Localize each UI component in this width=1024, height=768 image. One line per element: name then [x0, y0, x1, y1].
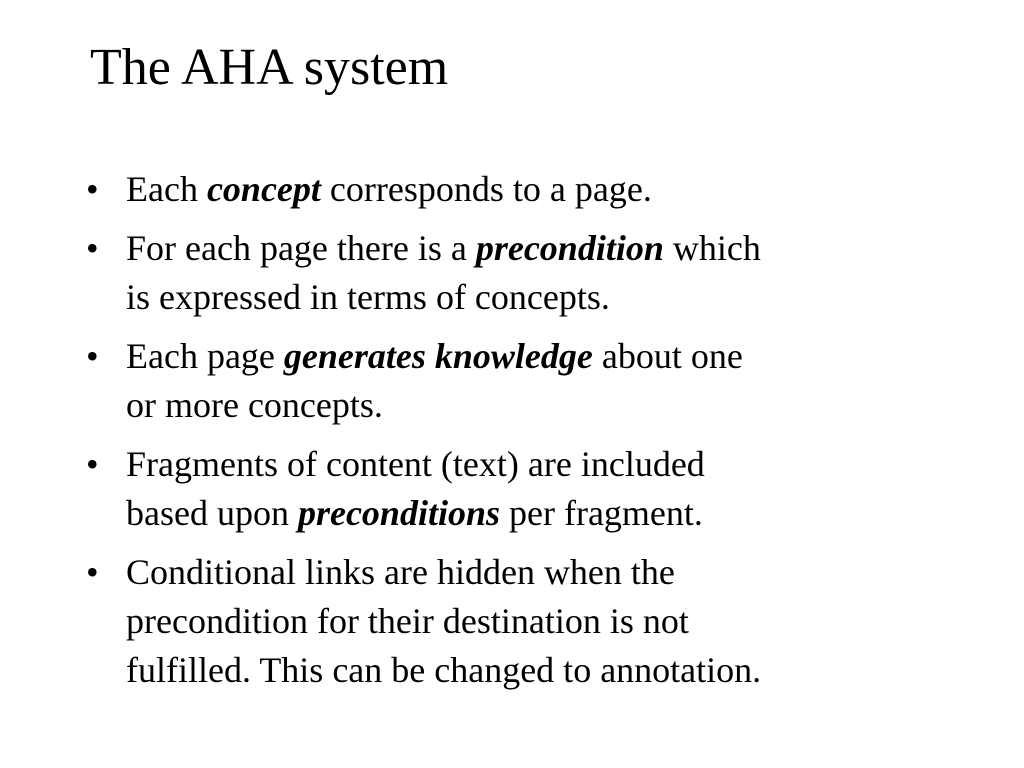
bullet-text: corresponds to a page.: [320, 169, 652, 209]
bullet-text: which: [663, 228, 761, 268]
bullet-item-fragments: [86, 440, 986, 538]
bullet-text: is expressed in terms of concepts.: [126, 277, 610, 317]
bullet-item-conditional-links: [86, 548, 986, 695]
emphasis-term: concept: [206, 169, 321, 209]
bullet-item-concept: [86, 165, 986, 214]
bullet-text: Fragments of content (text) are included: [126, 444, 705, 484]
bullet-text: Each page: [126, 336, 284, 376]
bullet-dot-icon: •: [86, 169, 99, 209]
bullet-dot-icon: •: [86, 552, 99, 592]
bullet-text: based upon: [126, 493, 298, 533]
bullet-text: about one: [592, 336, 743, 376]
bullet-dot-icon: •: [86, 444, 99, 484]
bullet-text: For each page there is a: [126, 228, 476, 268]
emphasis-term: preconditions: [297, 493, 500, 533]
bullet-list: [86, 165, 986, 705]
bullet-item-generates-knowledge: [86, 332, 986, 430]
emphasis-term: generates knowledge: [283, 336, 593, 376]
bullet-dot-icon: •: [86, 336, 99, 376]
bullet-text: Conditional links are hidden when the: [126, 552, 675, 592]
bullet-text: per fragment.: [500, 493, 703, 533]
bullet-text: fulfilled. This can be changed to annotation.: [126, 650, 762, 690]
bullet-dot-icon: •: [86, 228, 99, 268]
bullet-item-precondition: [86, 224, 986, 322]
slide-title: The AHA system: [90, 39, 449, 96]
bullet-text: Each: [126, 169, 207, 209]
bullet-text: precondition for their destination is not: [126, 601, 689, 641]
bullet-text: or more concepts.: [126, 385, 383, 425]
emphasis-term: precondition: [475, 228, 664, 268]
